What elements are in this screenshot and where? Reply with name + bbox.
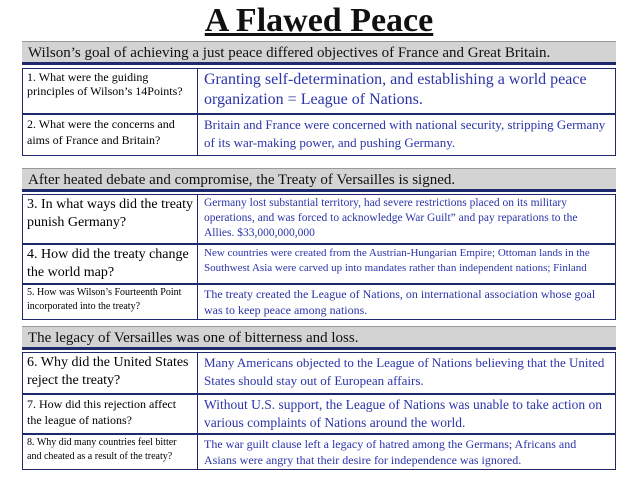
question-row [22, 352, 616, 394]
question-cell: 5. How was Wilson’s Fourteenth Point incorporated into the treaty? [23, 285, 198, 319]
answer-cell: Many Americans objected to the League of Nations believing that the United States should stay out of European affairs. [204, 355, 605, 388]
page-title: A Flawed Peace [204, 2, 434, 39]
question-cell: 8. Why did many countries feel bitter and cheated as a result of the treaty? [23, 435, 198, 469]
answer-cell: New countries were created from the Austrian-Hungarian Empire; Ottoman lands in the Southwest Asia were carved up into mandates rather than independent nations; Finland [204, 247, 590, 274]
question-row [22, 394, 616, 434]
question-cell: 6. Why did the United States reject the treaty? [23, 353, 198, 393]
question-cell: 7. How did this rejection affect the league of nations? [23, 395, 198, 433]
question-cell: 3. In what ways did the treaty punish Germany? [23, 195, 198, 243]
answer-cell: Britain and France were concerned with national security, stripping Germany of its war-making power, and pushing Germany. [204, 117, 606, 150]
answer-cell: The war guilt clause left a legacy of hatred among the Germans; Africans and Asians were angry that their desire for independence was ignored. [204, 437, 577, 467]
answer-cell: Germany lost substantial territory, had severe restrictions placed on its military operations, and was forced to acknowledge War Guilt” and pay reparations to the Allies. $33,000,000,000 [204, 197, 578, 239]
section-banner: Wilson’s goal of achieving a just peace differed objectives of France and Great Britain. [22, 41, 616, 65]
question-cell: 2. What were the concerns and aims of France and Britain? [23, 115, 198, 155]
question-row [22, 284, 616, 320]
section-banner: After heated debate and compromise, the Treaty of Versailles is signed. [22, 168, 616, 192]
question-row [22, 434, 616, 470]
section-banner: The legacy of Versailles was one of bitterness and loss. [22, 326, 616, 350]
answer-cell: The treaty created the League of Nations, on international association whose goal was to keep peace among nations. [204, 287, 596, 317]
question-row [22, 194, 616, 244]
question-row [22, 114, 616, 156]
question-row [22, 244, 616, 284]
answer-cell: Without U.S. support, the League of Nations was unable to take action on various complaints of Nations around the world. [204, 397, 602, 430]
question-cell: 4. How did the treaty change the world map? [23, 245, 198, 283]
answer-cell: Granting self-determination, and establishing a world peace organization = League of Nations. [204, 71, 587, 108]
question-row [22, 68, 616, 114]
question-cell: 1. What were the guiding principles of Wilson’s 14Points? [23, 69, 198, 113]
